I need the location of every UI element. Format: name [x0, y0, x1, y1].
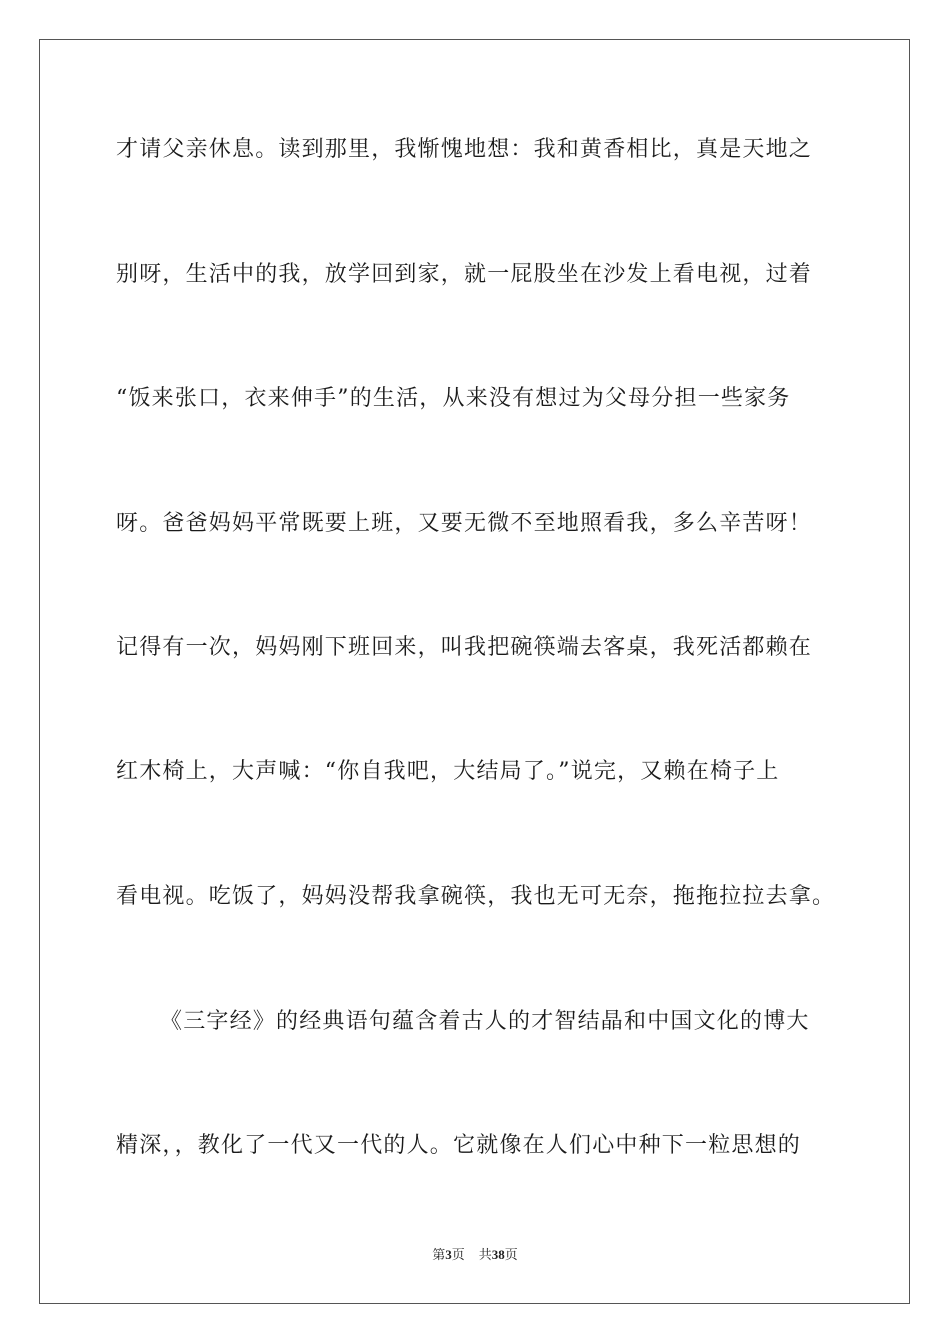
total-prefix: 共: [478, 1248, 492, 1263]
paragraph-line: “饭来张口，衣来伸手”的生活，从来没有想过为父母分担一些家务: [116, 386, 791, 411]
paragraph-line: 记得有一次，妈妈刚下班回来，叫我把碗筷端去客桌，我死活都赖在: [116, 635, 813, 660]
paragraph-line: 呀。爸爸妈妈平常既要上班，又要无微不至地照看我，多么辛苦呀！: [116, 511, 813, 536]
page-number: 3: [445, 1247, 452, 1262]
page-border: [39, 39, 910, 1304]
total-pages: 38: [491, 1247, 505, 1262]
paragraph-line: 看电视。吃饭了，妈妈没帮我拿碗筷，我也无可无奈，拖拖拉拉去拿。: [116, 884, 836, 909]
total-suffix: 页: [504, 1248, 518, 1263]
paragraph-line: 别呀，生活中的我，放学回到家，就一屁股坐在沙发上看电视，过着: [116, 262, 813, 287]
page-prefix: 第: [432, 1248, 446, 1263]
paragraph-line: 红木椅上，大声喊：“你自我吧，大结局了。”说完，又赖在椅子上: [116, 759, 780, 784]
page-suffix: 页: [451, 1248, 465, 1263]
paragraph-line: 《三字经》的经典语句蕴含着古人的才智结晶和中国文化的博大: [160, 1009, 810, 1034]
page-footer: [0, 1246, 950, 1265]
paragraph-line: 精深，，教化了一代又一代的人。它就像在人们心中种下一粒思想的: [116, 1133, 802, 1158]
paragraph-line: 才请父亲休息。读到那里，我惭愧地想：我和黄香相比，真是天地之: [116, 137, 813, 162]
